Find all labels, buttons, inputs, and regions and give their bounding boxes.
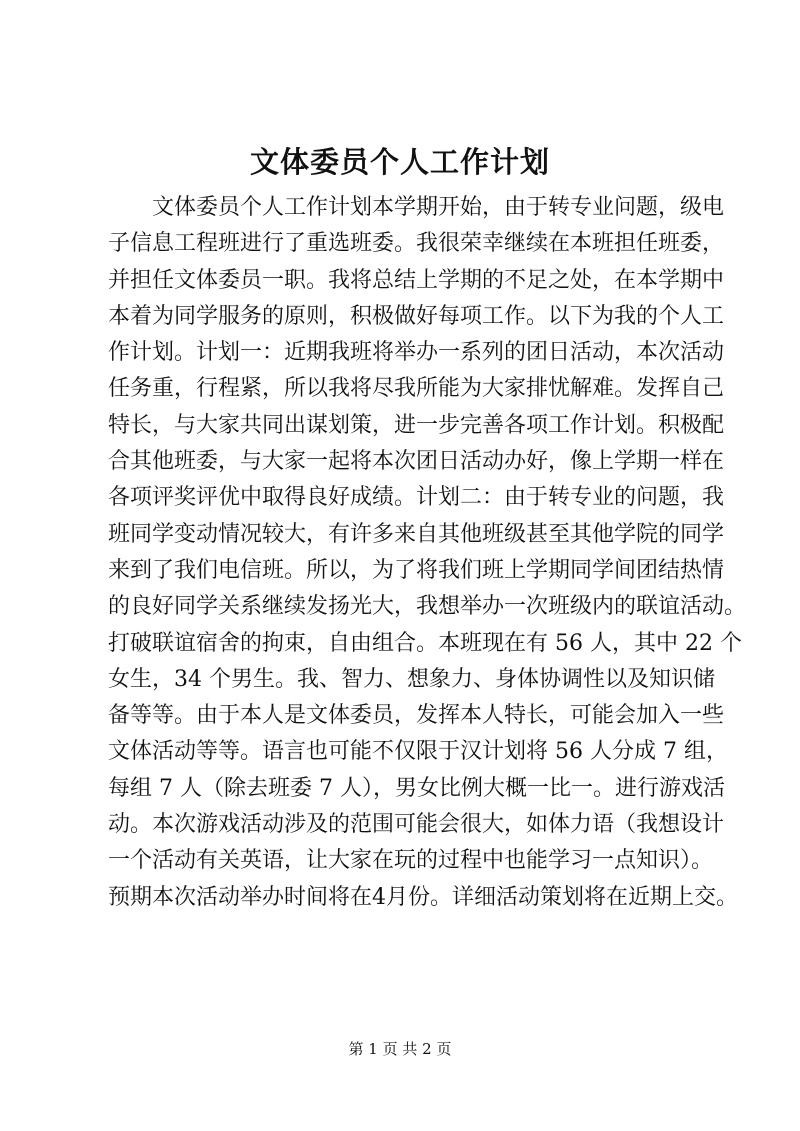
page-footer: 第 1 页 共 2 页 (348, 1040, 452, 1058)
paragraph-line: 各项评奖评优中取得良好成绩。计划二：由于转专业的问题，我 (108, 485, 725, 511)
paragraph-line: 任务重，行程紧，所以我将尽我所能为大家排忧解难。发挥自己 (108, 376, 725, 402)
paragraph-line: 本着为同学服务的原则，积极做好每项工作。以下为我的个人工 (108, 303, 725, 329)
paragraph-line: 文体活动等等。语言也可能不仅限于汉计划将 56 人分成 7 组， (108, 739, 728, 765)
paragraph-line: 备等等。由于本人是文体委员，发挥本人特长，可能会加入一些 (108, 703, 725, 729)
body-paragraph (108, 190, 747, 916)
paragraph-line: 文体委员个人工作计划本学期开始，由于转专业问题，级电 (152, 195, 725, 220)
paragraph-line: 预期本次活动举办时间将在4月份。详细活动策划将在近期上交。 (108, 884, 738, 910)
paragraph-line: 动。本次游戏活动涉及的范围可能会很大，如体力语（我想设计 (108, 812, 725, 838)
paragraph-line: 打破联谊宿舍的拘束，自由组合。本班现在有 56 人，其中 22 个 (108, 630, 742, 656)
paragraph-line: 一个活动有关英语，让大家在玩的过程中也能学习一点知识）。 (108, 848, 714, 874)
paragraph-line: 班同学变动情况较大，有许多来自其他班级甚至其他学院的同学 (108, 521, 725, 547)
paragraph-line: 并担任文体委员一职。我将总结上学期的不足之处，在本学期中 (108, 267, 725, 293)
paragraph-line: 每组 7 人（除去班委 7 人），男女比例大概一比一。进行游戏活 (108, 775, 725, 801)
paragraph-line: 作计划。计划一：近期我班将举办一系列的团日活动，本次活动 (108, 340, 725, 366)
page-title: 文体委员个人工作计划 (249, 145, 550, 179)
paragraph-line: 的良好同学关系继续发扬光大，我想举办一次班级内的联谊活动。 (108, 594, 747, 620)
paragraph-line: 子信息工程班进行了重选班委。我很荣幸继续在本班担任班委， (108, 231, 725, 257)
paragraph-line: 合其他班委，与大家一起将本次团日活动办好，像上学期一样在 (108, 449, 725, 475)
paragraph-line: 来到了我们电信班。所以，为了将我们班上学期同学间团结热情 (108, 557, 725, 583)
paragraph-line: 特长，与大家共同出谋划策，进一步完善各项工作计划。积极配 (108, 412, 725, 438)
paragraph-line: 女生，34 个男生。我、智力、想象力、身体协调性以及知识储 (108, 666, 715, 692)
